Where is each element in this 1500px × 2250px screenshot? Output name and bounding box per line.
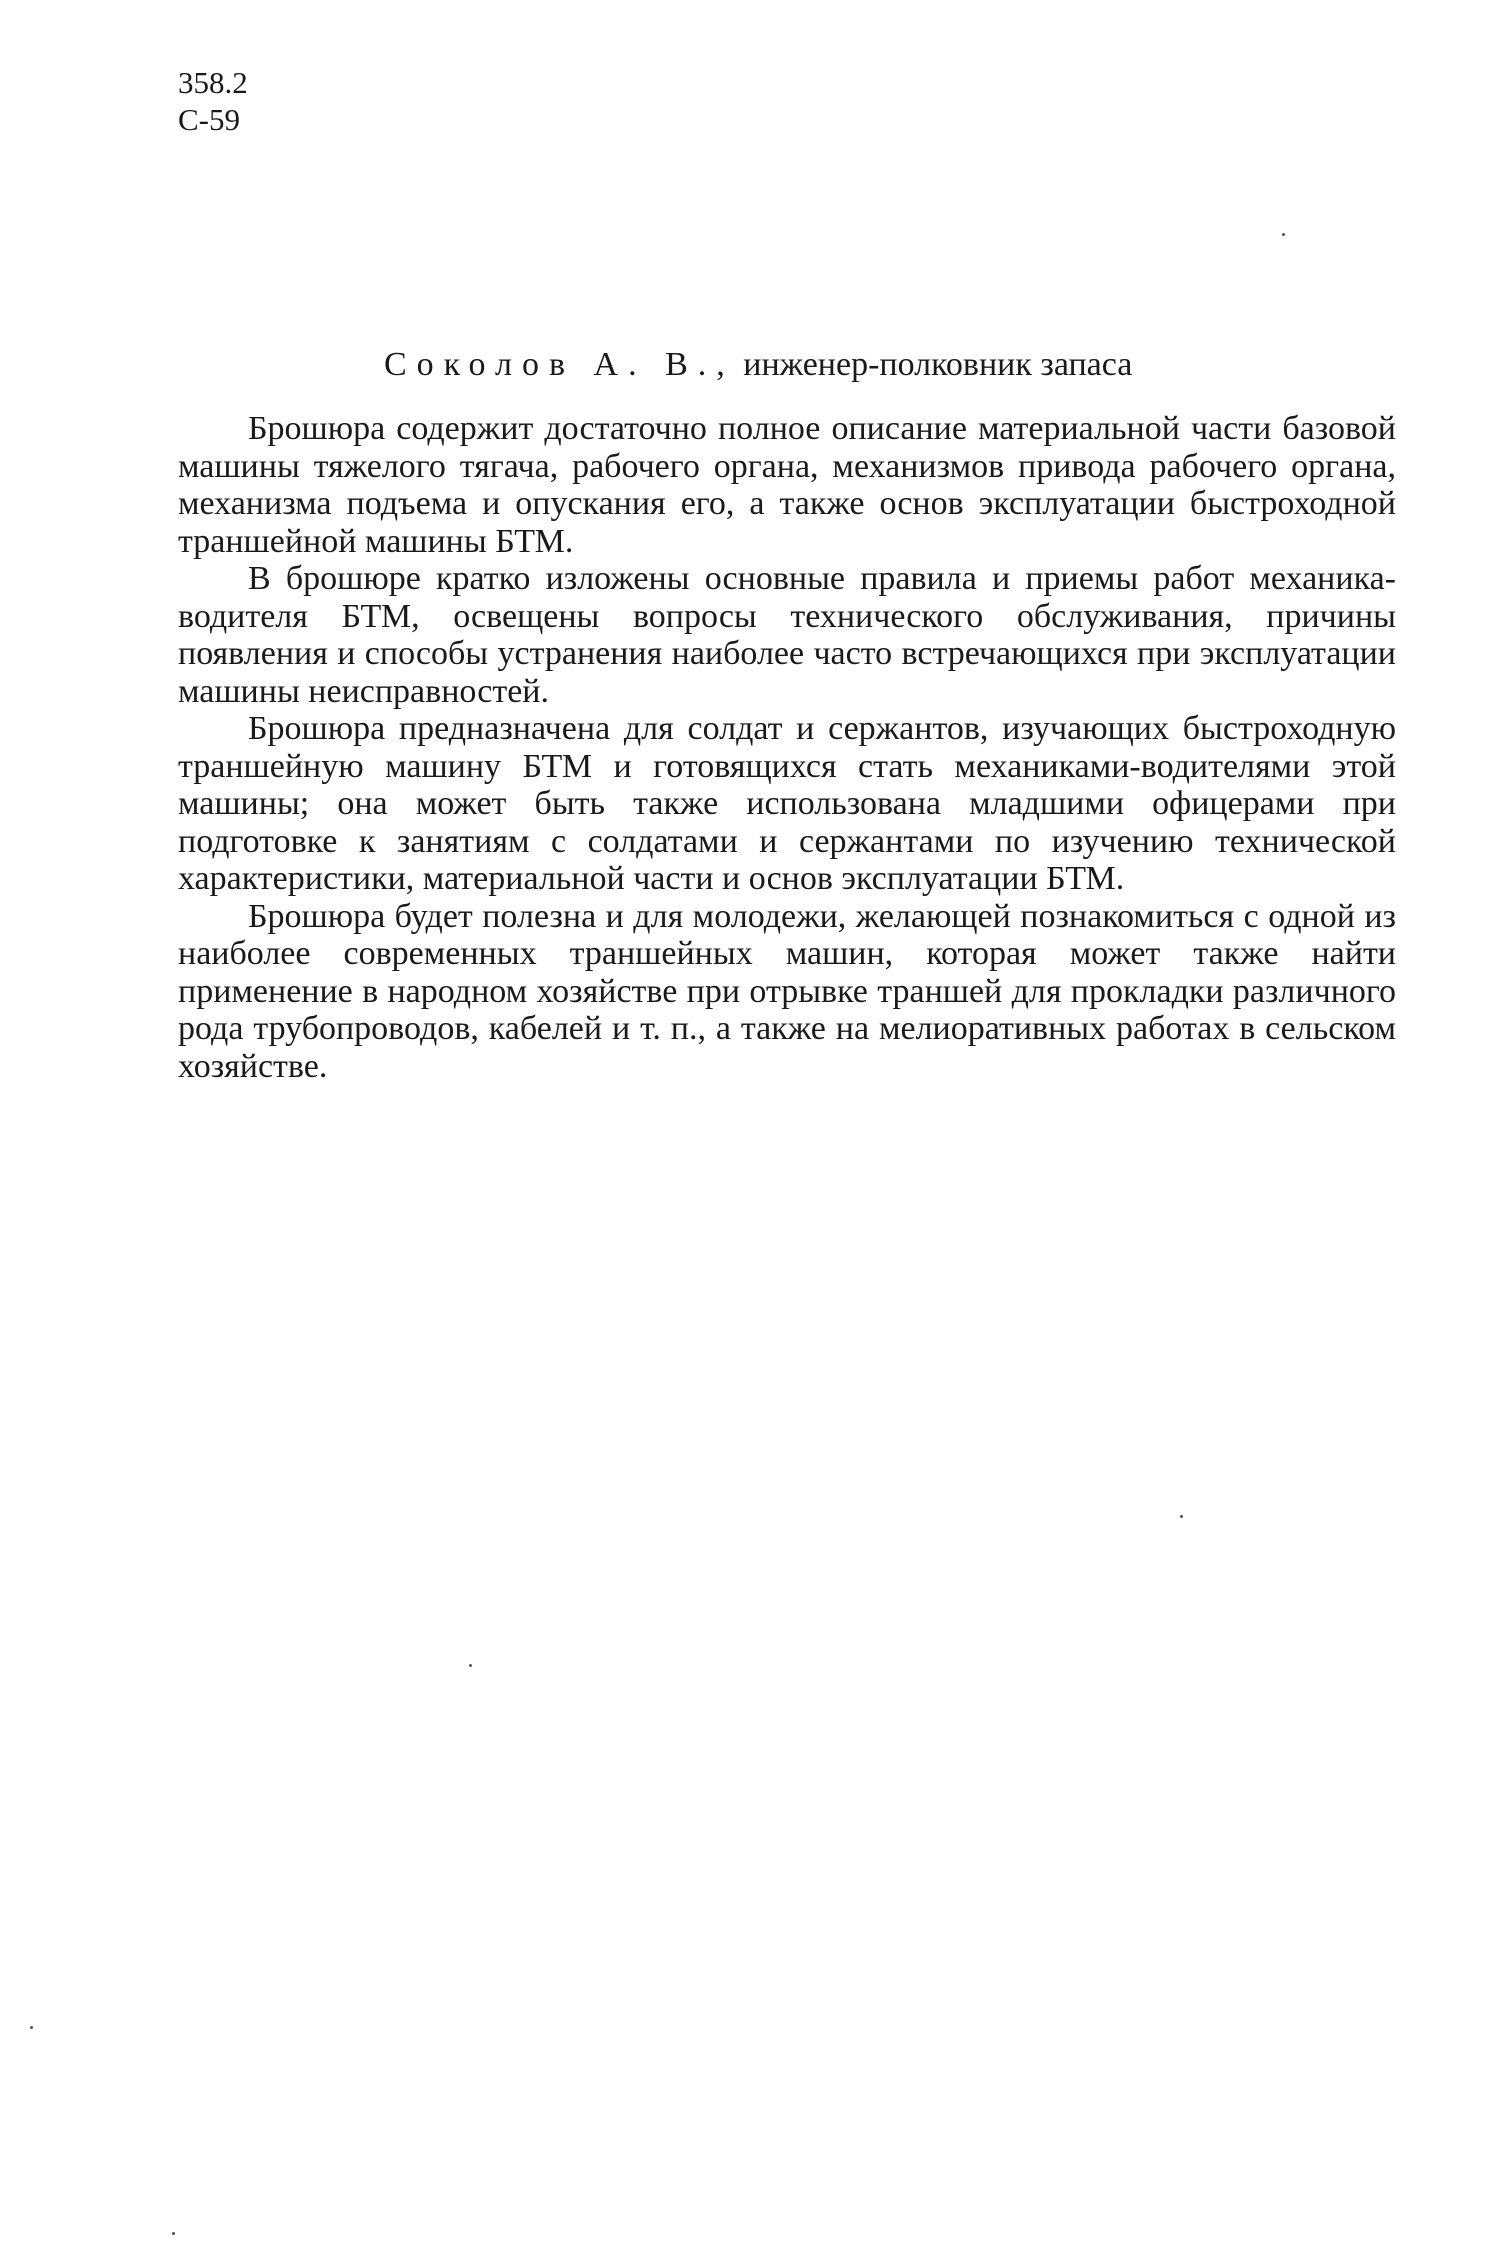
abstract-paragraph: В брошюре кратко изложены основные правила и приемы работ механика-водителя БТМ, освещены вопросы технического обслуживания, причины появления и способы устранения наиболее часто встречающихся при эксплуатации машины неисправностей. [178, 560, 1396, 710]
abstract-paragraph: Брошюра предназначена для солдат и сержантов, изучающих быстроходную траншейную машину БТМ и готовящихся стать механиками-водителями этой машины; она может быть также использована младшими офицерами при подготовке к занятиям с солдатами и сержантами по изучению технической характеристики, материальной части и основ эксплуатации БТМ. [178, 710, 1396, 897]
scan-speck [1282, 233, 1285, 236]
author-line [384, 345, 1132, 385]
classification-code: 358.2 [178, 65, 248, 100]
scan-speck [172, 2232, 175, 2235]
library-classification [178, 64, 248, 138]
abstract-paragraph: Брошюра будет полезна и для молодежи, желающей познакомиться с одной из наиболее современных траншейных машин, которая может также найти применение в народном хозяйстве при отрывке траншей для прокладки различного рода трубопроводов, кабелей и т. п., а также на мелиоративных работах в сельском хозяйстве. [178, 897, 1396, 1085]
author-mark: С-59 [178, 102, 240, 137]
scan-speck [30, 2026, 33, 2029]
author-name: Соколов А. В., [384, 346, 735, 383]
abstract-paragraph: Брошюра содержит достаточно полное описание материальной части базовой машины тяжелого тягача, рабочего органа, механизмов привода рабочего органа, механизма подъема и опускания его, а также основ эксплуатации быстроходной траншейной машины БТМ. [178, 410, 1396, 560]
scan-speck [469, 1664, 472, 1667]
scan-speck [1180, 1515, 1183, 1518]
abstract [178, 410, 1396, 1085]
author-title: инженер-полковник запаса [743, 346, 1133, 383]
